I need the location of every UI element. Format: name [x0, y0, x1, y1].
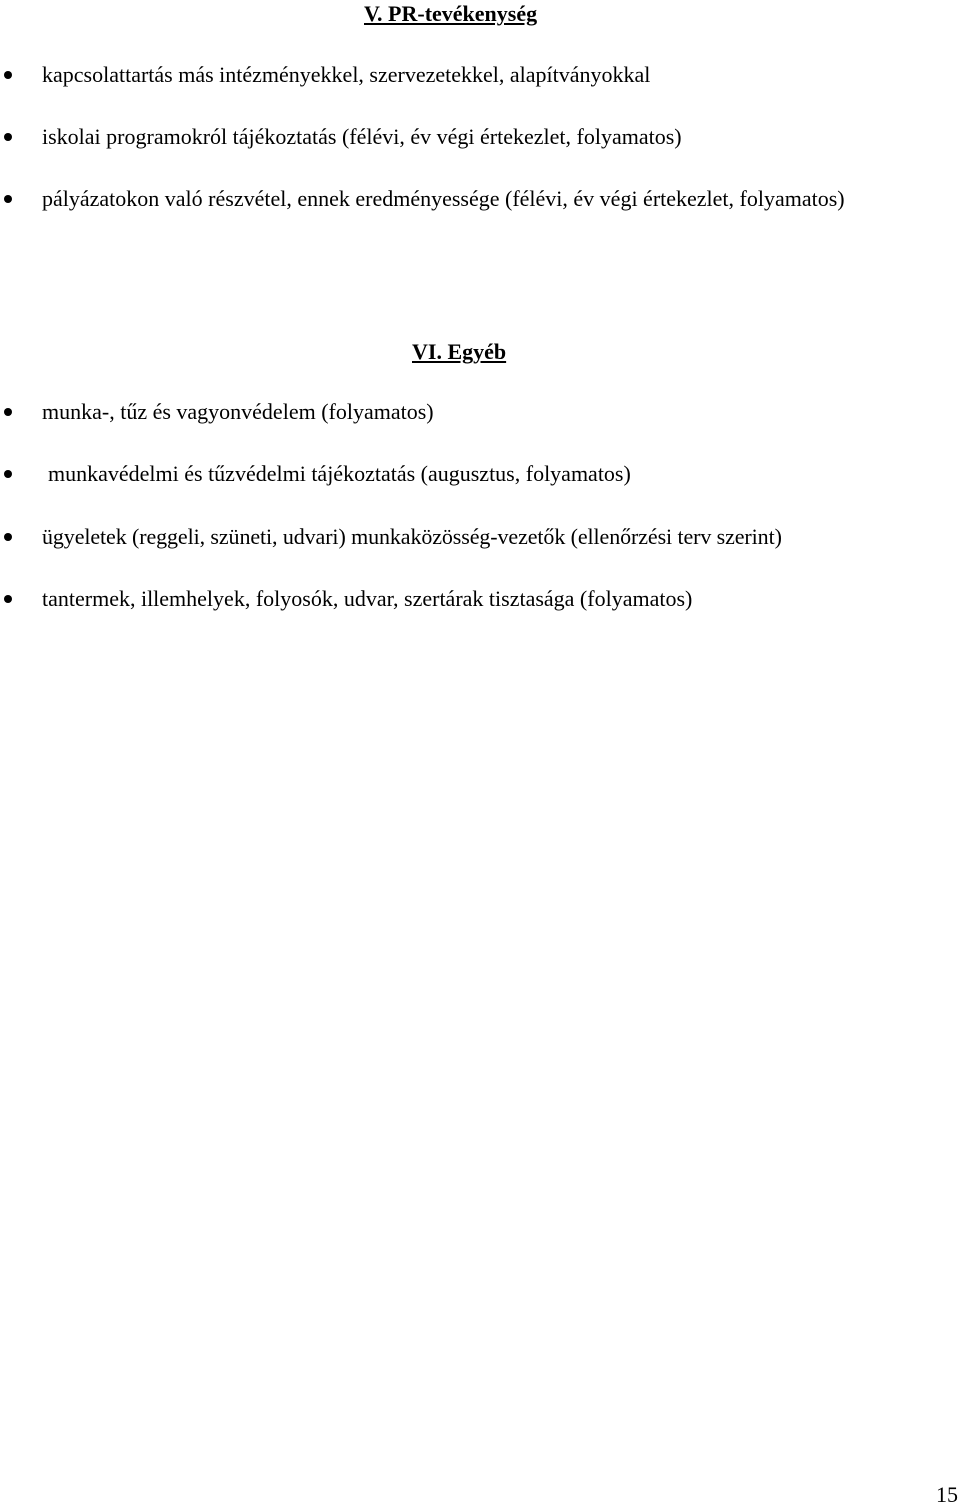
section-heading-other: VI. Egyéb [412, 339, 507, 364]
bullet-icon [4, 133, 12, 141]
list-item-text: munka-, tűz és vagyonvédelem (folyamatos) [42, 399, 434, 424]
list-item-text: iskolai programokról tájékoztatás (félévi, év végi értekezlet, folyamatos) [42, 124, 682, 149]
list-item-text: kapcsolattartás más intézményekkel, szervezetekkel, alapítványokkal [42, 62, 651, 87]
bullet-icon [4, 470, 12, 478]
bullet-icon [4, 195, 12, 203]
bullet-icon [4, 71, 12, 79]
bullet-icon [4, 408, 12, 416]
page-number: 15 [936, 1482, 958, 1507]
list-item-text: ügyeletek (reggeli, szüneti, udvari) munkaközösség-vezetők (ellenőrzési terv szerint) [42, 524, 782, 549]
section-heading-pr: V. PR-tevékenység [364, 1, 538, 26]
bullet-icon [4, 533, 12, 541]
list-item-text: tantermek, illemhelyek, folyosók, udvar, szertárak tisztasága (folyamatos) [42, 586, 693, 611]
list-item-text: munkavédelmi és tűzvédelmi tájékoztatás (augusztus, folyamatos) [48, 461, 631, 486]
bullet-icon [4, 595, 12, 603]
list-item-text: pályázatokon való részvétel, ennek eredményessége (félévi, év végi értekezlet, folyamatos) [42, 186, 845, 211]
